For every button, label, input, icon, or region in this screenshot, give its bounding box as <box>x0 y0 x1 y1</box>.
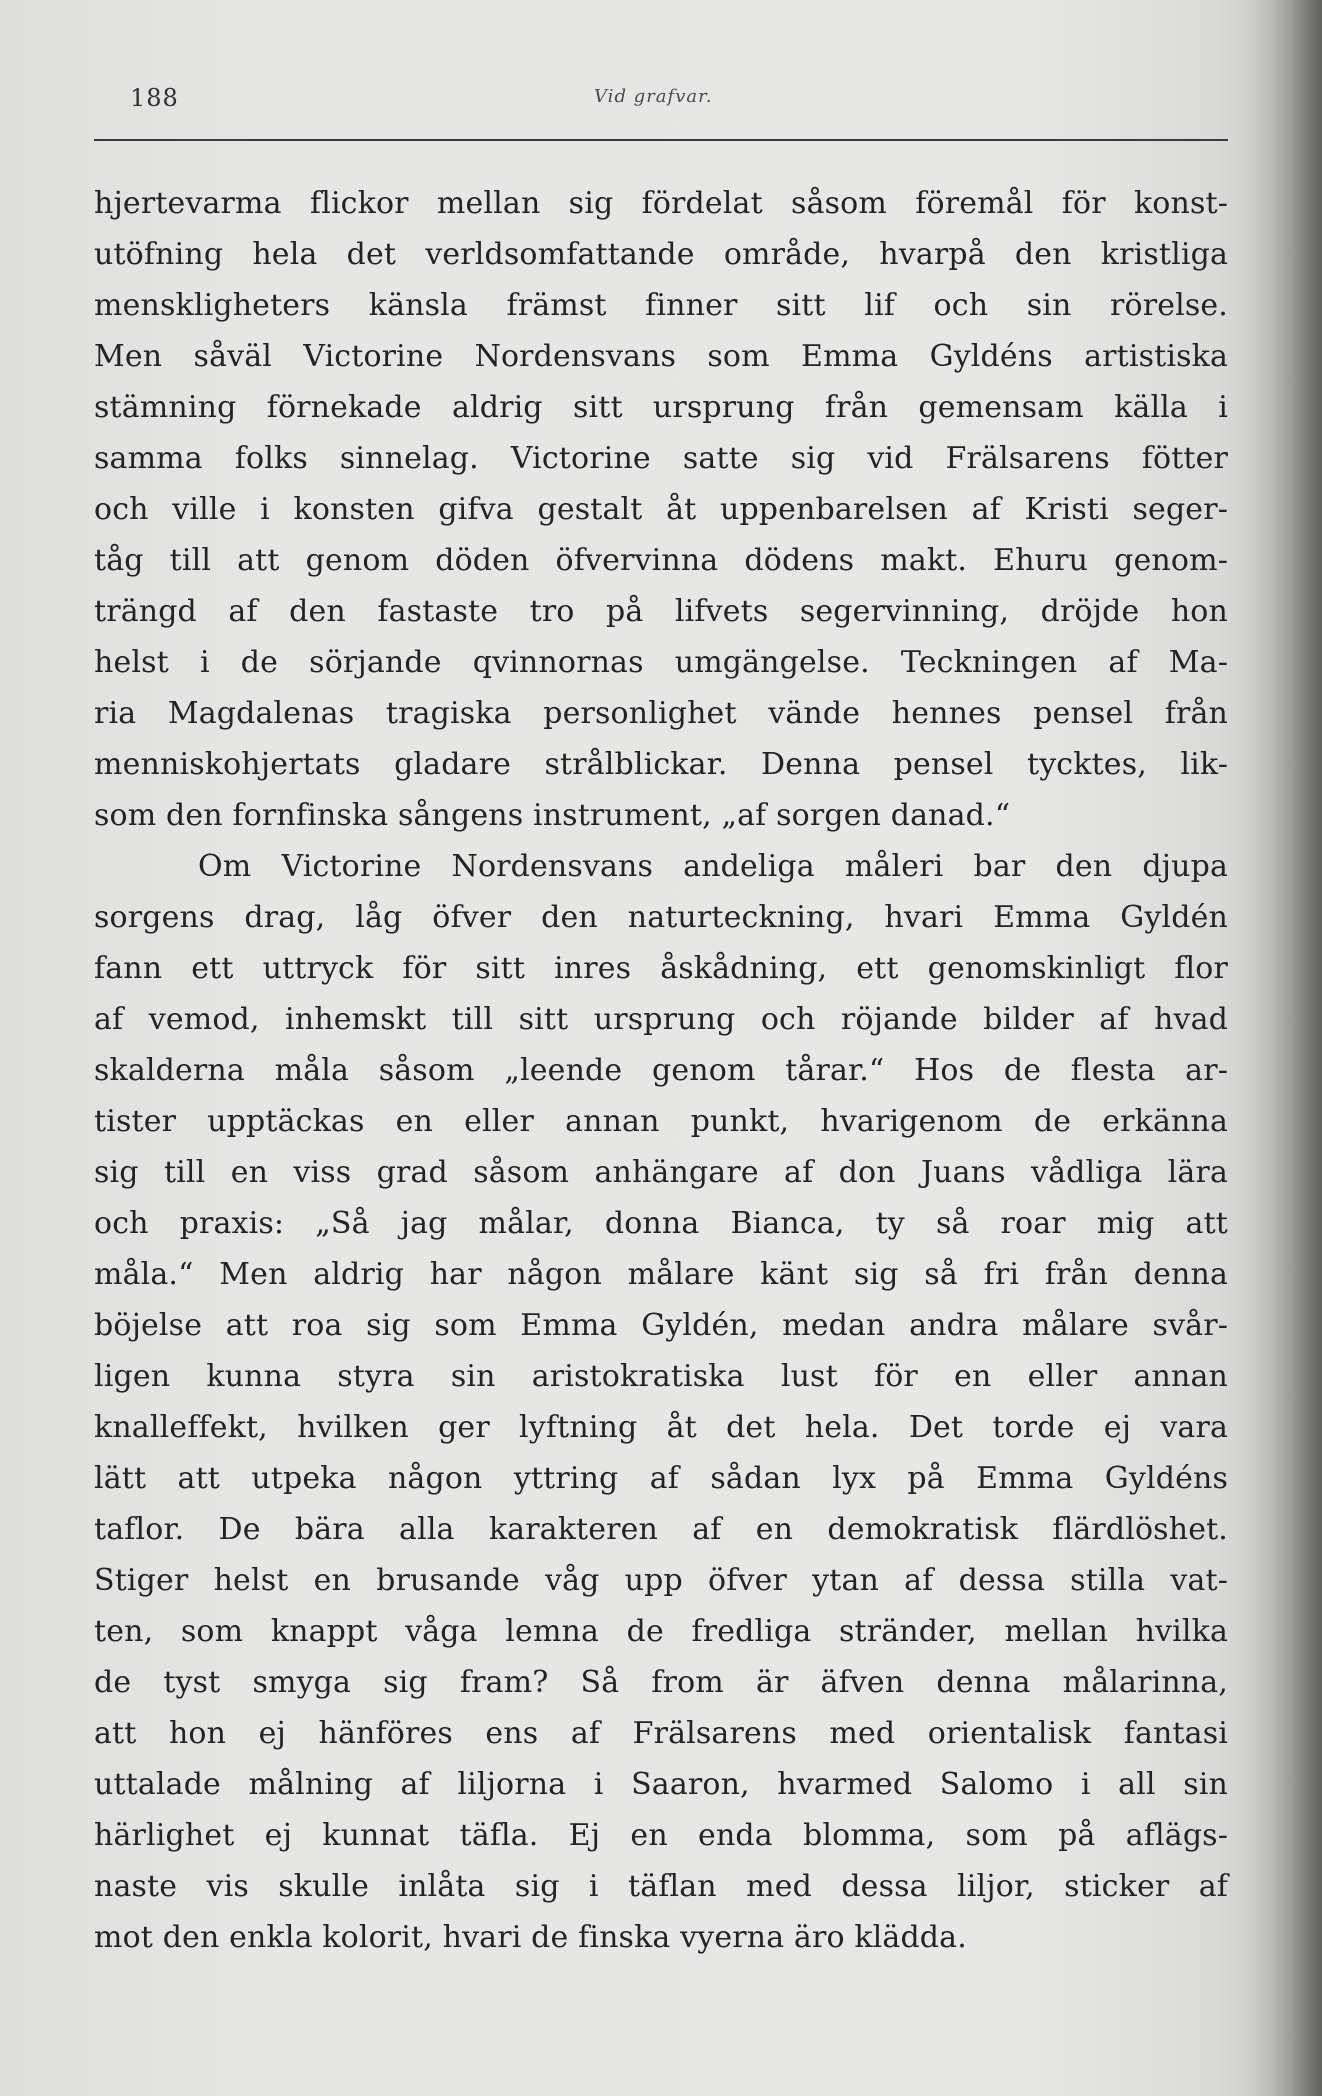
page-edge-shadow <box>1252 0 1322 2096</box>
text-line: hjertevarma flickor mellan sig fördelat såsom föremål för konst- <box>94 186 1228 221</box>
text-line: att hon ej hänföres ens af Frälsarens med orientalisk fantasi <box>94 1716 1228 1751</box>
text-line: ten, som knappt våga lemna de fredliga stränder, mellan hvilka <box>94 1614 1228 1649</box>
text-line: fann ett uttryck för sitt inres åskådning, ett genomskinligt flor <box>94 951 1228 986</box>
text-line: ligen kunna styra sin aristokratiska lust för en eller annan <box>94 1359 1228 1394</box>
text-line: samma folks sinnelag. Victorine satte sig vid Frälsarens fötter <box>94 441 1228 476</box>
text-line: Stiger helst en brusande våg upp öfver ytan af dessa stilla vat- <box>94 1563 1228 1598</box>
text-line: och ville i konsten gifva gestalt åt uppenbarelsen af Kristi seger- <box>94 492 1228 527</box>
text-line-paragraph-end: som den fornfinska sångens instrument, „af sorgen danad.“ <box>94 798 1011 833</box>
body-text <box>94 178 1228 1963</box>
text-line: och praxis: „Så jag målar, donna Bianca, ty så roar mig att <box>94 1206 1228 1241</box>
text-line: utöfning hela det verldsomfattande område, hvarpå den kristliga <box>94 237 1228 272</box>
running-title: Vid grafvar. <box>594 86 713 107</box>
text-line: tister upptäckas en eller annan punkt, hvarigenom de erkänna <box>94 1104 1228 1139</box>
text-line: helst i de sörjande qvinnornas umgängelse. Teckningen af Ma- <box>94 645 1228 680</box>
text-line: taflor. De bära alla karakteren af en demokratisk flärdlöshet. <box>94 1512 1228 1547</box>
text-line: uttalade målning af liljorna i Saaron, hvarmed Salomo i all sin <box>94 1767 1228 1802</box>
page-number: 188 <box>130 84 179 112</box>
text-line-final: mot den enkla kolorit, hvari de finska vyerna äro klädda. <box>94 1920 967 1955</box>
text-line: lätt att utpeka någon yttring af sådan lyx på Emma Gyldéns <box>94 1461 1228 1496</box>
page-header <box>94 78 1224 118</box>
header-rule <box>94 139 1228 141</box>
text-line: sorgens drag, låg öfver den naturteckning, hvari Emma Gyldén <box>94 900 1228 935</box>
text-line: härlighet ej kunnat täfla. Ej en enda blomma, som på aflägs- <box>94 1818 1228 1853</box>
text-line: ria Magdalenas tragiska personlighet vände hennes pensel från <box>94 696 1228 731</box>
text-line: knalleffekt, hvilken ger lyftning åt det hela. Det torde ej vara <box>94 1410 1228 1445</box>
text-line: stämning förnekade aldrig sitt ursprung från gemensam källa i <box>94 390 1228 425</box>
text-line: måla.“ Men aldrig har någon målare känt sig så fri från denna <box>94 1257 1228 1292</box>
text-line: Men såväl Victorine Nordensvans som Emma Gyldéns artistiska <box>94 339 1228 374</box>
text-line: skalderna måla såsom „leende genom tårar.“ Hos de flesta ar- <box>94 1053 1228 1088</box>
text-line: naste vis skulle inlåta sig i täflan med dessa liljor, sticker af <box>94 1869 1228 1904</box>
text-line: böjelse att roa sig som Emma Gyldén, medan andra målare svår- <box>94 1308 1228 1343</box>
text-line-paragraph-start: Om Victorine Nordensvans andeliga måleri bar den djupa <box>198 849 1228 884</box>
text-line: sig till en viss grad såsom anhängare af don Juans vådliga lära <box>94 1155 1228 1190</box>
text-line: af vemod, inhemskt till sitt ursprung och röjande bilder af hvad <box>94 1002 1228 1037</box>
text-line: menniskohjertats gladare strålblickar. Denna pensel tycktes, lik- <box>94 747 1228 782</box>
text-line: menskligheters känsla främst finner sitt lif och sin rörelse. <box>94 288 1228 323</box>
text-line: tåg till att genom döden öfvervinna dödens makt. Ehuru genom- <box>94 543 1228 578</box>
text-line: trängd af den fastaste tro på lifvets segervinning, dröjde hon <box>94 594 1228 629</box>
text-line: de tyst smyga sig fram? Så from är äfven denna målarinna, <box>94 1665 1228 1700</box>
